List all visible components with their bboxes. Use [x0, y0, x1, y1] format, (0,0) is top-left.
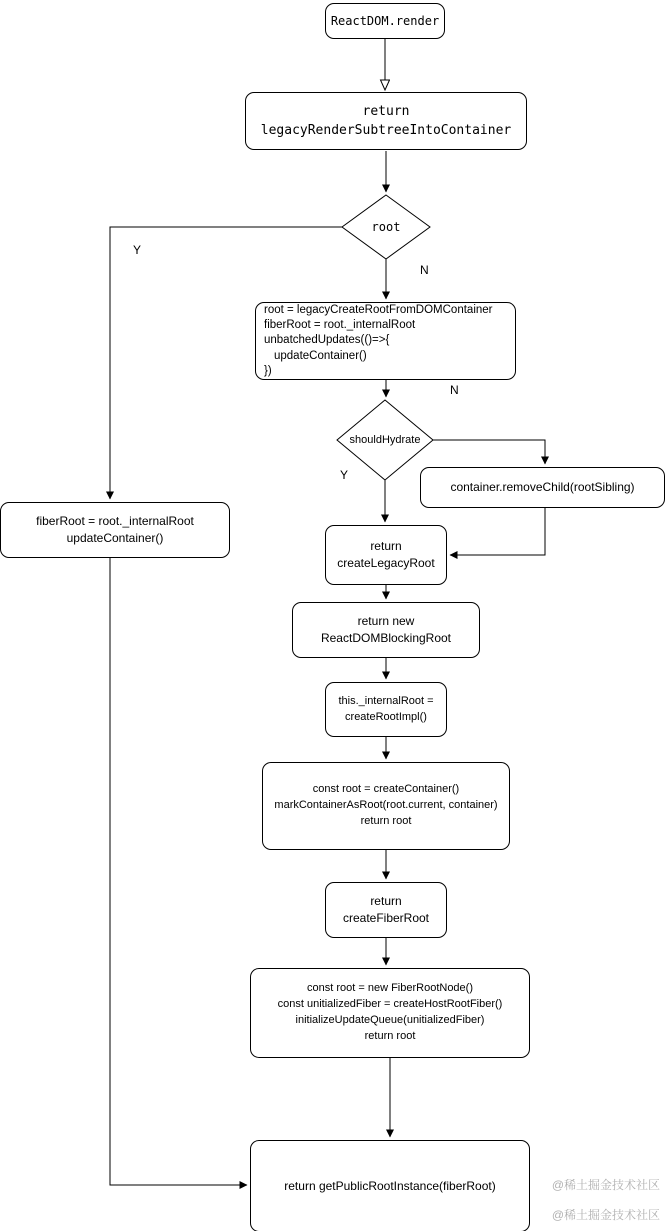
edge-label-root-no: N — [420, 263, 429, 277]
node-line: fiberRoot = root._internalRoot — [36, 514, 194, 529]
node-line: updateContainer() — [66, 531, 164, 545]
node-get-public-root-instance — [250, 1140, 530, 1231]
decision-shouldhydrate-label: shouldHydrate — [349, 434, 421, 446]
node-line: return — [362, 103, 410, 119]
edge-label-hydrate-yes: Y — [340, 468, 349, 482]
edge-hydrate-no-to-removechild — [432, 440, 545, 464]
node-fiber-root-update — [0, 502, 230, 558]
node-line: legacyRenderSubtreeIntoContainer — [260, 123, 512, 138]
node-create-root-impl — [325, 682, 447, 737]
node-line: createRootImpl() — [345, 710, 427, 723]
node-line: const root = new FiberRootNode() — [307, 982, 473, 995]
node-line: fiberRoot = root._internalRoot — [264, 319, 416, 332]
node-line: markContainerAsRoot(root.current, container) — [274, 799, 498, 812]
node-legacy-create-root — [255, 302, 516, 380]
node-line: this._internalRoot = — [338, 694, 434, 707]
node-label: return getPublicRootInstance(fiberRoot) — [284, 1178, 496, 1193]
node-line: createFiberRoot — [342, 911, 430, 925]
node-create-container — [262, 762, 510, 850]
node-line: createLegacyRoot — [337, 556, 435, 570]
node-legacy-render-subtree — [245, 92, 527, 150]
node-create-fiber-root — [325, 882, 447, 938]
node-line: return root — [360, 814, 412, 827]
node-line: root = legacyCreateRootFromDOMContainer — [264, 304, 493, 317]
node-line: return root — [364, 1029, 416, 1042]
edge-label-hydrate-no: N — [450, 383, 459, 397]
node-line: const root = createContainer() — [312, 783, 460, 796]
node-line: unbatchedUpdates(()=>{ — [264, 334, 390, 347]
node-line: return new — [357, 614, 415, 629]
decision-root-label: root — [371, 220, 401, 234]
node-react-dom-blocking-root — [292, 602, 480, 658]
node-line: return — [370, 894, 402, 909]
edge-fiberrootupdate-to-getpublicroot — [110, 558, 247, 1185]
node-line: const unitializedFiber = createHostRootFiber() — [277, 998, 503, 1011]
node-line: updateContainer() — [274, 349, 367, 362]
node-label: ReactDOM.render — [330, 14, 440, 28]
node-line: return — [370, 539, 402, 554]
edge-label-root-yes: Y — [133, 243, 142, 257]
watermark-text: @稀土掘金技术社区 — [551, 1208, 660, 1222]
node-label: container.removeChild(rootSibling) — [450, 480, 635, 495]
node-reactdom-render — [325, 3, 445, 39]
node-line: ReactDOMBlockingRoot — [320, 631, 452, 645]
node-create-legacy-root — [325, 525, 447, 585]
node-line: }) — [264, 364, 272, 377]
node-line: initializeUpdateQueue(unitializedFiber) — [295, 1014, 485, 1026]
node-remove-child — [420, 467, 665, 508]
node-fiber-root-node — [250, 968, 530, 1058]
watermark-text: @稀土掘金技术社区 — [551, 1178, 660, 1192]
edge-removechild-to-createlegacyroot — [450, 508, 545, 555]
